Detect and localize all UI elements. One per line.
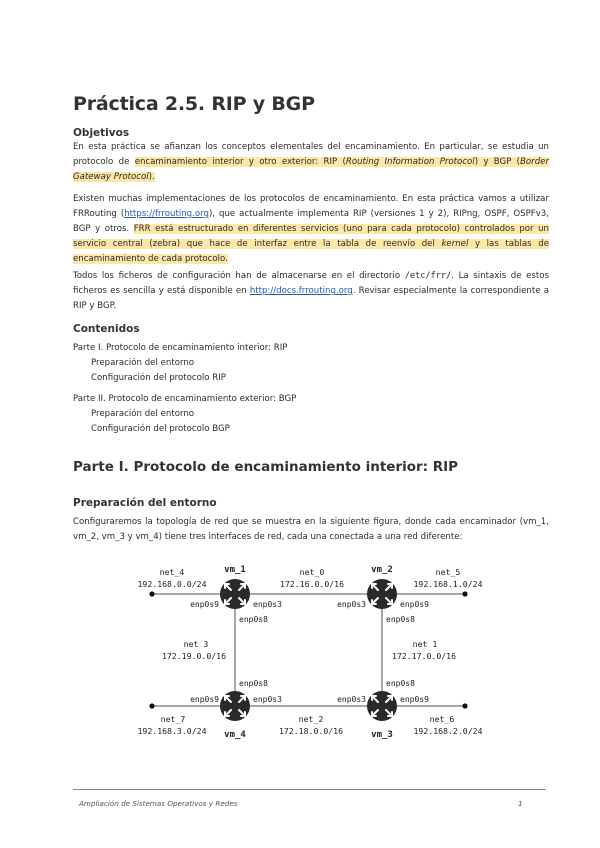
net-ip-net2: 172.18.0.0/16 [278, 726, 344, 736]
iface-vm2-down: enp0s8 [386, 615, 415, 624]
footer-page-number: 1 [518, 799, 523, 808]
net-label-net3: net 3 [183, 639, 209, 649]
toc-part-2-configuracion[interactable]: Configuración del protocolo BGP [91, 424, 230, 434]
net-ip-net1: 172.17.0.0/16 [391, 651, 457, 661]
router-label-vm1: vm_1 [224, 565, 246, 575]
net-ip-net4: 192.168.0.0/24 [137, 579, 207, 589]
subsection-heading-preparacion: Preparación del entorno [73, 497, 217, 509]
iface-vm1-left: enp0s9 [190, 600, 219, 609]
network-links [152, 594, 465, 706]
net-ip-net5: 192.168.1.0/24 [413, 579, 483, 589]
toc-part-2[interactable]: Parte II. Protocolo de encaminamiento exterior: BGP [73, 394, 297, 404]
iface-vm4-up: enp0s8 [239, 679, 268, 688]
net-label-net6: net_6 [429, 714, 455, 724]
net-ip-net3: 172.19.0.0/16 [161, 651, 227, 661]
net-label-net5: net_5 [435, 567, 461, 577]
iface-vm3-up: enp0s8 [386, 679, 415, 688]
iface-vm4-left: enp0s9 [190, 695, 219, 704]
page-title: Práctica 2.5. RIP y BGP [73, 93, 315, 115]
topology-intro-paragraph: Configuraremos la topología de red que se muestra en la siguiente figura, donde cada encaminador (vm_1, vm_2, vm_3 y vm_4) tiene tres interfaces de red, cada una conectada a una red diferente: [73, 517, 549, 542]
router-icon[interactable] [220, 579, 250, 609]
footer-course-title: Ampliación de Sistemas Operativos y Redes [79, 799, 238, 808]
router-icon[interactable] [367, 579, 397, 609]
frr-docs-link[interactable]: http://docs.frrouting.org [249, 286, 353, 296]
toc-part-1[interactable]: Parte I. Protocolo de encaminamiento interior: RIP [73, 343, 288, 353]
frrouting-link[interactable]: https://frrouting.org [124, 209, 209, 219]
iface-vm3-right: enp0s9 [400, 695, 429, 704]
router-label-vm3: vm_3 [371, 730, 393, 740]
net-label-net4: net_4 [159, 567, 185, 577]
objetivos-paragraph-2: Existen muchas implementaciones de los protocolos de encaminamiento. En esta práctica vamos a utilizar FRRouting (https://frrouting.org), que actualmente implementa RIP (versiones 1 y 2), RIPng, OSPF, OSPFv3, BGP y otros. FRR está estructurado en diferentes servicios (uno para cada protocolo) controlados por un servicio central (zebra) que hace de interfaz entre la tabla de reenvío del kernel y las tablas de encaminamiento de cada protocolo. [73, 194, 549, 264]
endpoint-net5 [462, 591, 467, 596]
endpoint-net7 [149, 703, 154, 708]
footer-divider [73, 789, 546, 790]
iface-vm3-left: enp0s3 [337, 695, 366, 704]
iface-vm1-right: enp0s3 [253, 600, 282, 609]
objetivos-paragraph-1: En esta práctica se afianzan los conceptos elementales del encaminamiento. En particular, se estudia un protocolo de encaminamiento interior y otro exterior: RIP (Routing Information Protocol) y BGP (Border Gateway Protocol). [73, 142, 549, 182]
router-label-vm2: vm_2 [371, 565, 393, 575]
endpoint-net4 [149, 591, 154, 596]
iface-vm4-right: enp0s3 [253, 695, 282, 704]
toc-part-1-configuracion[interactable]: Configuración del protocolo RIP [91, 373, 226, 383]
toc-part-2-preparacion[interactable]: Preparación del entorno [91, 409, 195, 419]
iface-vm1-down: enp0s8 [239, 615, 268, 624]
contenidos-heading: Contenidos [73, 323, 140, 335]
net-ip-net0: 172.16.0.0/16 [279, 579, 345, 589]
endpoint-net6 [462, 703, 467, 708]
router-label-vm4: vm_4 [224, 730, 246, 740]
net-label-net1: net 1 [412, 639, 438, 649]
iface-vm2-right: enp0s9 [400, 600, 429, 609]
router-icon[interactable] [220, 691, 250, 721]
net-ip-net7: 192.168.3.0/24 [137, 726, 207, 736]
net-label-net2: net_2 [298, 714, 324, 724]
toc-part-1-preparacion[interactable]: Preparación del entorno [91, 358, 195, 368]
objetivos-paragraph-3: Todos los ficheros de configuración han de almacenarse en el directorio /etc/frr/. La sintaxis de estos ficheros es sencilla y está disponible en http://docs.frrouting.org. Revisar especialmente la correspondiente a RIP y BGP. [73, 271, 549, 311]
iface-vm2-left: enp0s3 [337, 600, 366, 609]
net-label-net0: net_0 [299, 567, 325, 577]
net-ip-net6: 192.168.2.0/24 [413, 726, 483, 736]
router-icon[interactable] [367, 691, 397, 721]
section-heading-part-1: Parte I. Protocolo de encaminamiento interior: RIP [73, 459, 459, 475]
objetivos-heading: Objetivos [73, 127, 130, 139]
net-label-net7: net_7 [160, 714, 186, 724]
